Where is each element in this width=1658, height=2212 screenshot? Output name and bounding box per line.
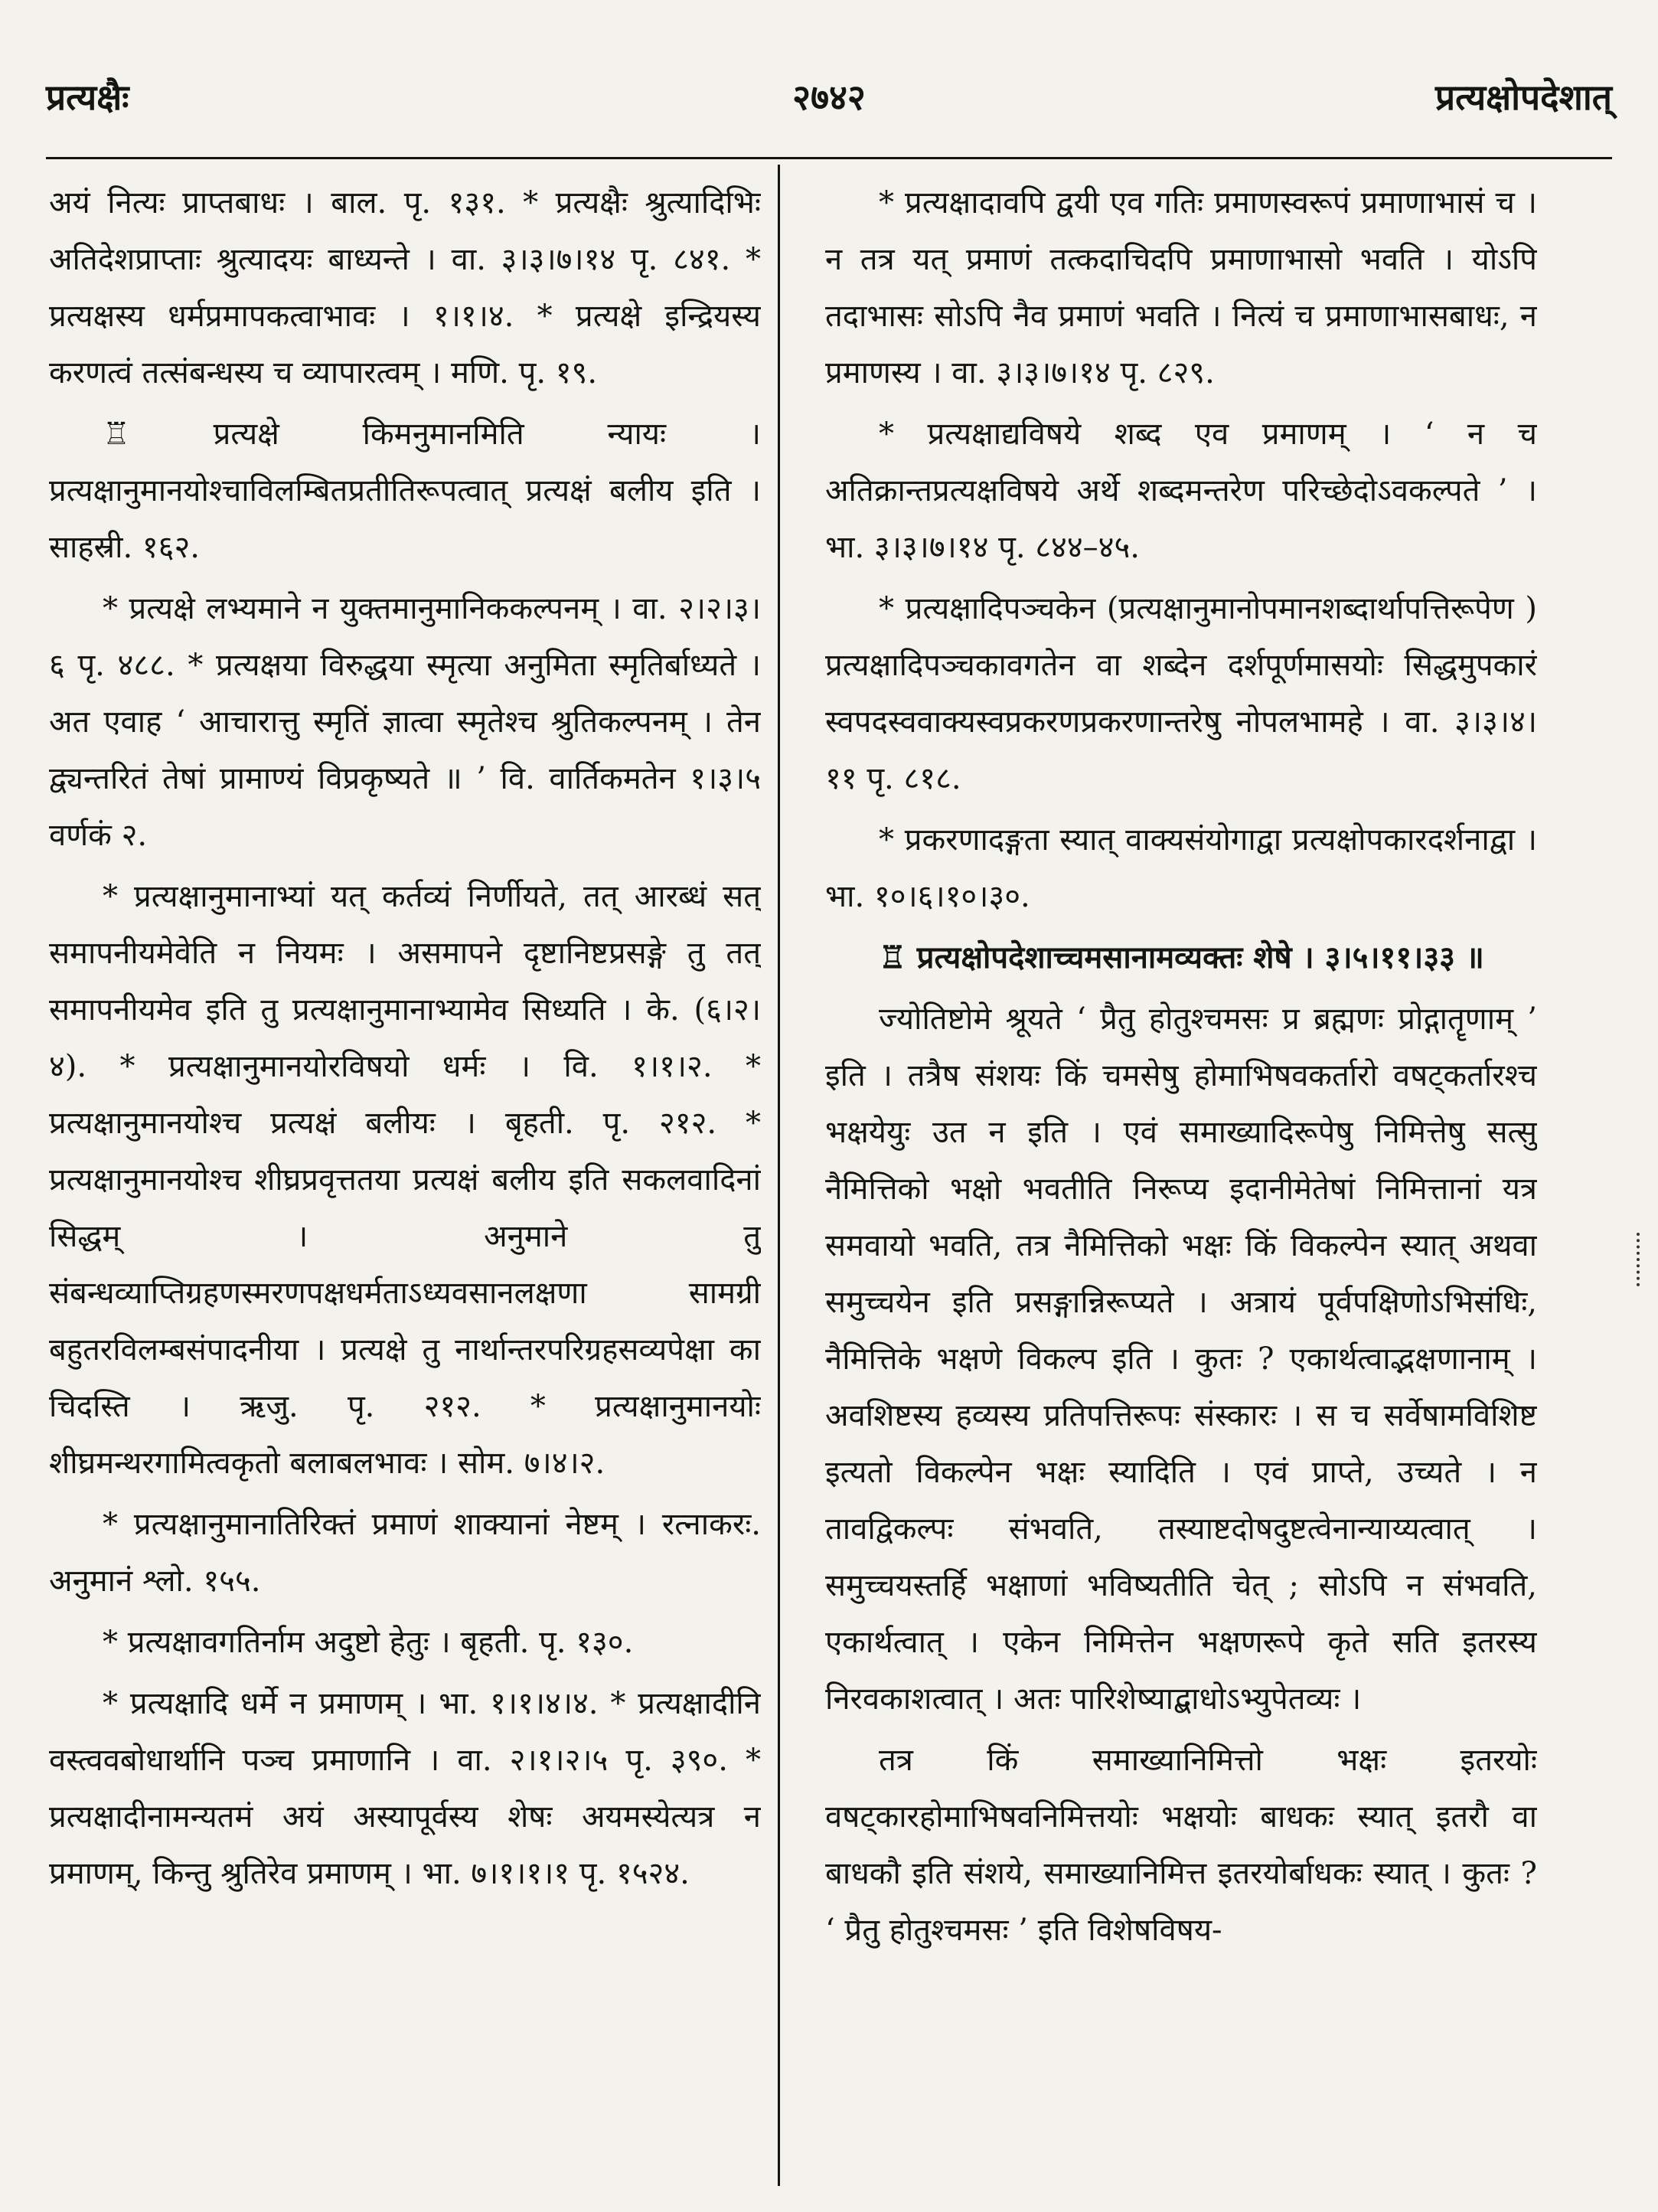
entry-paragraph: * प्रत्यक्षानुमानातिरिक्तं प्रमाणं शाक्यानां नेष्टम् । रत्नाकरः. अनुमानं श्लो. १५५. [49, 1507, 761, 1599]
left-column [49, 175, 761, 2181]
header-rule [46, 157, 1612, 159]
column-divider [778, 165, 780, 2186]
entry-paragraph: * प्रकरणादङ्गता स्यात् वाक्यसंयोगाद्वा प्रत्यक्षोपकारदर्शनाद्वा । भा. १०।६।१०।३०. [825, 822, 1537, 914]
entry-paragraph: * प्रत्यक्षाद्यविषये शब्द एव प्रमाणम् । ‘ न च अतिक्रान्तप्रत्यक्षविषये अर्थे शब्दमन्तरेण परिच्छेदोऽवकल्पते ’ । भा. ३।३।७।१४ पृ. ८४४–४५. [825, 417, 1537, 565]
header-left-guideword: प्रत्यक्षैः [46, 77, 129, 118]
entry-paragraph: अयं नित्यः प्राप्तबाधः । बाल. पृ. १३१. * प्रत्यक्षैः श्रुत्यादिभिः अतिदेशप्राप्ताः श्रुत्यादयः बाध्यन्ते । वा. ३।३।७।१४ पृ. ८४१. * प्रत्यक्षस्य धर्मप्रमापकत्वाभावः । १।१।४. * प्रत्यक्षे इन्द्रियस्य करणत्वं तत्संबन्धस्य च व्यापारत्वम् । मणि. पृ. १९. [49, 185, 761, 390]
page-header [46, 73, 1612, 134]
entry-paragraph: * प्रत्यक्षे लभ्यमाने न युक्तमानुमानिककल्पनम् । वा. २।२।३।६ पृ. ४८८. * प्रत्यक्षया विरुद्धया स्मृत्या अनुमिता स्मृतिर्बाध्यते । अत एवाह ‘ आचारात्तु स्मृतिं ज्ञात्वा स्मृतेश्च श्रुतिकल्पनम् । तेन द्व्यन्तरितं तेषां प्रामाण्यं विप्रकृष्यते ॥ ’ वि. वार्तिकमतेन १।३।५ वर्णकं २. [49, 591, 761, 853]
entry-paragraph: ज्योतिष्टोमे श्रूयते ‘ प्रैतु होतुश्चमसः प्र ब्रह्मणः प्रोद्गातॄणाम् ’ इति । तत्रैष संशयः किं चमसेषु होमाभिषवकर्तारो वषट्कर्तारश्च भक्षयेयुः उत न इति । एवं समाख्यादिरूपेषु निमित्तेषु सत्सु नैमित्तिको भक्षो भवतीति निरूप्य इदानीमेतेषां निमित्तानां यत्र समवायो भवति, तत्र नैमित्तिको भक्षः किं विकल्पेन स्यात् अथवा समुच्चयेन इति प्रसङ्गान्निरूप्यते । अत्रायं पूर्वपक्षिणोऽभिसंधिः, नैमित्तिके भक्षणे विकल्प इति । कुतः ? एकार्थत्वाद्भक्षणानाम् । अवशिष्टस्य हव्यस्य प्रतिपत्तिरूपः संस्कारः । स च सर्वेषामविशिष्ट इत्यतो विकल्पेन भक्षः स्यादिति । एवं प्राप्ते, उच्यते । न तावद्विकल्पः संभवति, तस्याष्टदोषदुष्टत्वेनान्याय्यत्वात् । समुच्चयस्तर्हि भक्षाणां भविष्यतीति चेत् ; सोऽपि न संभवति, एकार्थत्वात् । एकेन निमित्तेन भक्षणरूपे कृते सति इतरस्य निरवकाशत्वात् । अतः पारिशेष्याद्बाधोऽभ्युपेतव्यः । [825, 1001, 1537, 1717]
adhikarana-heading: ♖ प्रत्यक्षोपदेशाच्चमसानामव्यक्तः शेषे । ३।५।११।३३ ॥ [879, 939, 1484, 975]
entry-paragraph: तत्र किं समाख्यानिमित्तो भक्षः इतरयोः वषट्कारहोमाभिषवनिमित्तयोः भक्षयोः बाधकः स्यात् इतरौ वा बाधकौ इति संशये, समाख्यानिमित्त इतरयोर्बाधकः स्यात् । कुतः ? ‘ प्रैतु होतुश्चमसः ’ इति विशेषविषय- [825, 1743, 1537, 1948]
entry-paragraph: * प्रत्यक्षानुमानाभ्यां यत् कर्तव्यं निर्णीयते, तत् आरब्धं सत् समापनीयमेवेति न नियमः । असमापने दृष्टानिष्टप्रसङ्गे तु तत् समापनीयमेव इति तु प्रत्यक्षानुमानाभ्यामेव सिध्यति । के. (६।२।४). * प्रत्यक्षानुमानयोरविषयो धर्मः । वि. १।१।२. * प्रत्यक्षानुमानयोश्च प्रत्यक्षं बलीयः । बृहती. पृ. २१२. * प्रत्यक्षानुमानयोश्च शीघ्रप्रवृत्ततया प्रत्यक्षं बलीय इति सकलवादिनां सिद्धम् । अनुमाने तु संबन्धव्याप्तिग्रहणस्मरणपक्षधर्मताऽध्यवसानलक्षणा सामग्री बहुतरविलम्बसंपादनीया । प्रत्यक्षे तु नार्थान्तरपरिग्रहसव्यपेक्षा का चिदस्ति । ऋजु. पृ. २१२. * प्रत्यक्षानुमानयोः शीघ्रमन्थरगामित्वकृतो बलाबलभावः । सोम. ७।४।२. [49, 879, 761, 1481]
margin-mark [1637, 1233, 1644, 1286]
entry-paragraph: * प्रत्यक्षावगतिर्नाम अदुष्टो हेतुः । बृहती. पृ. १३०. [103, 1625, 634, 1660]
header-right-guideword: प्रत्यक्षोपदेशात् [1434, 77, 1612, 118]
entry-paragraph: * प्रत्यक्षादिपञ्चकेन (प्रत्यक्षानुमानोपमानशब्दार्थापत्तिरूपेण ) प्रत्यक्षादिपञ्चकावगतेन वा शब्देन दर्शपूर्णमासयोः सिद्धमुपकारं स्वपदस्ववाक्यस्वप्रकरणप्रकरणान्तरेषु नोपलभामहे । वा. ३।३।४।११ पृ. ८१८. [825, 591, 1537, 796]
entry-paragraph: ♖ प्रत्यक्षे किमनुमानमिति न्यायः । प्रत्यक्षानुमानयोश्चाविलम्बितप्रतीतिरूपत्वात् प्रत्यक्षं बलीय इति । साहस्री. १६२. [49, 417, 761, 565]
entry-paragraph: * प्रत्यक्षादि धर्मे न प्रमाणम् । भा. १।१।४।४. * प्रत्यक्षादीनि वस्त्ववबोधार्थानि पञ्च प्रमाणानि । वा. २।१।२।५ पृ. ३९०. * प्रत्यक्षादीनामन्यतमं अयं अस्यापूर्वस्य शेषः अयमस्येत्यत्र न प्रमाणम्, किन्तु श्रुतिरेव प्रमाणम् । भा. ७।१।१।१ पृ. १५२४. [49, 1686, 761, 1891]
entry-paragraph: * प्रत्यक्षादावपि द्वयी एव गतिः प्रमाणस्वरूपं प्रमाणाभासं च । न तत्र यत् प्रमाणं तत्कदाचिदपि प्रमाणाभासो भवति । योऽपि तदाभासः सोऽपि नैव प्रमाणं भवति । नित्यं च प्रमाणाभासबाधः, न प्रमाणस्य । वा. ३।३।७।१४ पृ. ८२९. [825, 185, 1537, 390]
page-number: २७४२ [792, 77, 866, 118]
right-column [825, 175, 1537, 2181]
